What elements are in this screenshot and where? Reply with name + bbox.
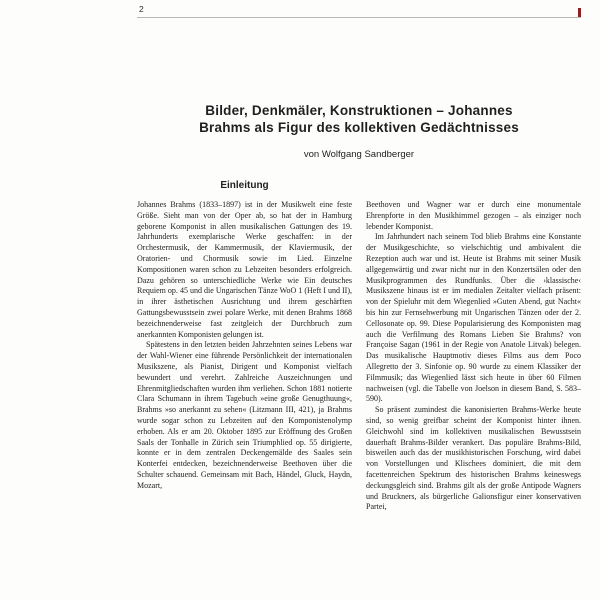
red-corner-mark: [578, 8, 581, 17]
body-paragraph: Johannes Brahms (1833–1897) ist in der Musikwelt eine feste Größe. Sieht man von der Oper ab, so hat der in Hamburg geborene Komponist in allen musikalischen Gattungen des 19. Jahrhunderts exemplarische Werke geschaffen: in der Orchestermusik, der Kammermusik, der Klaviermusik, der Oratorien- und Chormusik sowie im Lied. Einzelne Kompositionen waren schon zu Lebzeiten besonders erfolgreich. Dazu gehören so unterschiedliche Werke wie Ein deutsches Requiem op. 45 und die Ungarischen Tänze WoO 1 (Heft I und II), in ihrer ästhetischen Ausrichtung und ihrem geschärften Gattungsbewusstsein zwei polare Werke, mit denen Brahms 1868 bezeichnenderweise fast zeitgleich der Durchbruch zum anerkannten Komponisten gelungen ist.: [137, 200, 352, 339]
page-number: 2: [139, 4, 144, 14]
body-paragraph: Im Jahrhundert nach seinem Tod blieb Brahms eine Konstante der Musikgeschichte, so vielschichtig und ambivalent die Rezeption auch war und ist. Heute ist Brahms mit seiner Musik allgegenwärtig und zwar nicht nur in den Konzertsälen oder den Musikprogrammen des Rundfunks. Über die ›klassische‹ Musikszene hinaus ist er im medialen Zeitalter vielfach präsent: von der Spieluhr mit dem Wiegenlied »Guten Abend, gut Nacht« bis hin zur Fernsehwerbung mit Ungarischen Tänzen oder der 2. Cellosonate op. 99. Diese Popularisierung des Komponisten mag auch die Verfilmung des Romans Lieben Sie Brahms? von Françoise Sagan (1961 in der Regie von Anatole Litvak) belegen. Das musikalische Hauptmotiv dieses Films aus dem Poco Allegretto der 3. Sinfonie op. 90 wurde zu einem Klassiker der Filmmusik; das Wiegenlied lässt sich heute in über 60 Filmen nachweisen (vgl. die Tabelle von Joelson in diesem Band, S. 583–590).: [366, 232, 581, 404]
two-column-body: [137, 200, 581, 513]
body-paragraph: So präsent zumindest die kanonisierten Brahms-Werke heute sind, so wenig greifbar scheint der Komponist hinter ihnen. Gleichwohl sind im kollektiven musikalischen Bewusstsein dauerhaft Brahms-Bilder verankert. Das populäre Brahms-Bild, bisweilen auch das der musikhistorischen Forschung, wird dabei von Vorstellungen und Klischees dominiert, die mit dem facettenreichen Spektrum des historischen Brahms keineswegs deckungsgleich sind. Brahms gilt als der große Antipode Wagners und Bruckners, als bürgerliche Galionsfigur einer konservativen Partei,: [366, 405, 581, 512]
body-paragraph: Beethoven und Wagner war er durch eine monumentale Ehrenpforte in den Musikhimmel gezogen – als einziger noch lebender Komponist.: [366, 200, 581, 231]
article-title-line1: Bilder, Denkmäler, Konstruktionen – Johannes: [205, 103, 513, 118]
section-heading: Einleitung: [220, 180, 269, 191]
right-column: [366, 200, 581, 513]
body-paragraph: Spätestens in den letzten beiden Jahrzehnten seines Lebens war der Wahl-Wiener eine führende Persönlichkeit der internationalen Musikszene, als Pianist, Dirigent und Komponist vielfach bewundert und verehrt. Zahlreiche Auszeichnungen und Ehrenmitgliedschaften wurden ihm verliehen. Schon 1881 notierte Clara Schumann in ihrem Tagebuch »eine große Genugthuung«, Brahms »so anerkannt zu sehen« (Litzmann III, 421), ja Brahms wurde sogar schon zu Lebzeiten auf den Komponistenolymp erhoben. Als er am 20. Oktober 1895 zur Eröffnung des Großen Saals der Tonhalle in Zürich sein Triumphlied op. 55 dirigierte, konnte er in dem zentralen Deckengemälde des Saales sein Konterfei entdecken, bezeichnenderweise Beethoven über die Schulter schauend. Gemeinsam mit Bach, Händel, Gluck, Haydn, Mozart,: [137, 340, 352, 490]
article-title-line2: Brahms als Figur des kollektiven Gedächtnisses: [199, 120, 519, 135]
author-byline: von Wolfgang Sandberger: [303, 149, 415, 160]
type-area: [137, 5, 581, 513]
article-title: [137, 102, 581, 136]
section-heading-row: [137, 180, 352, 192]
header-rule: [137, 17, 581, 18]
left-column: [137, 200, 352, 513]
